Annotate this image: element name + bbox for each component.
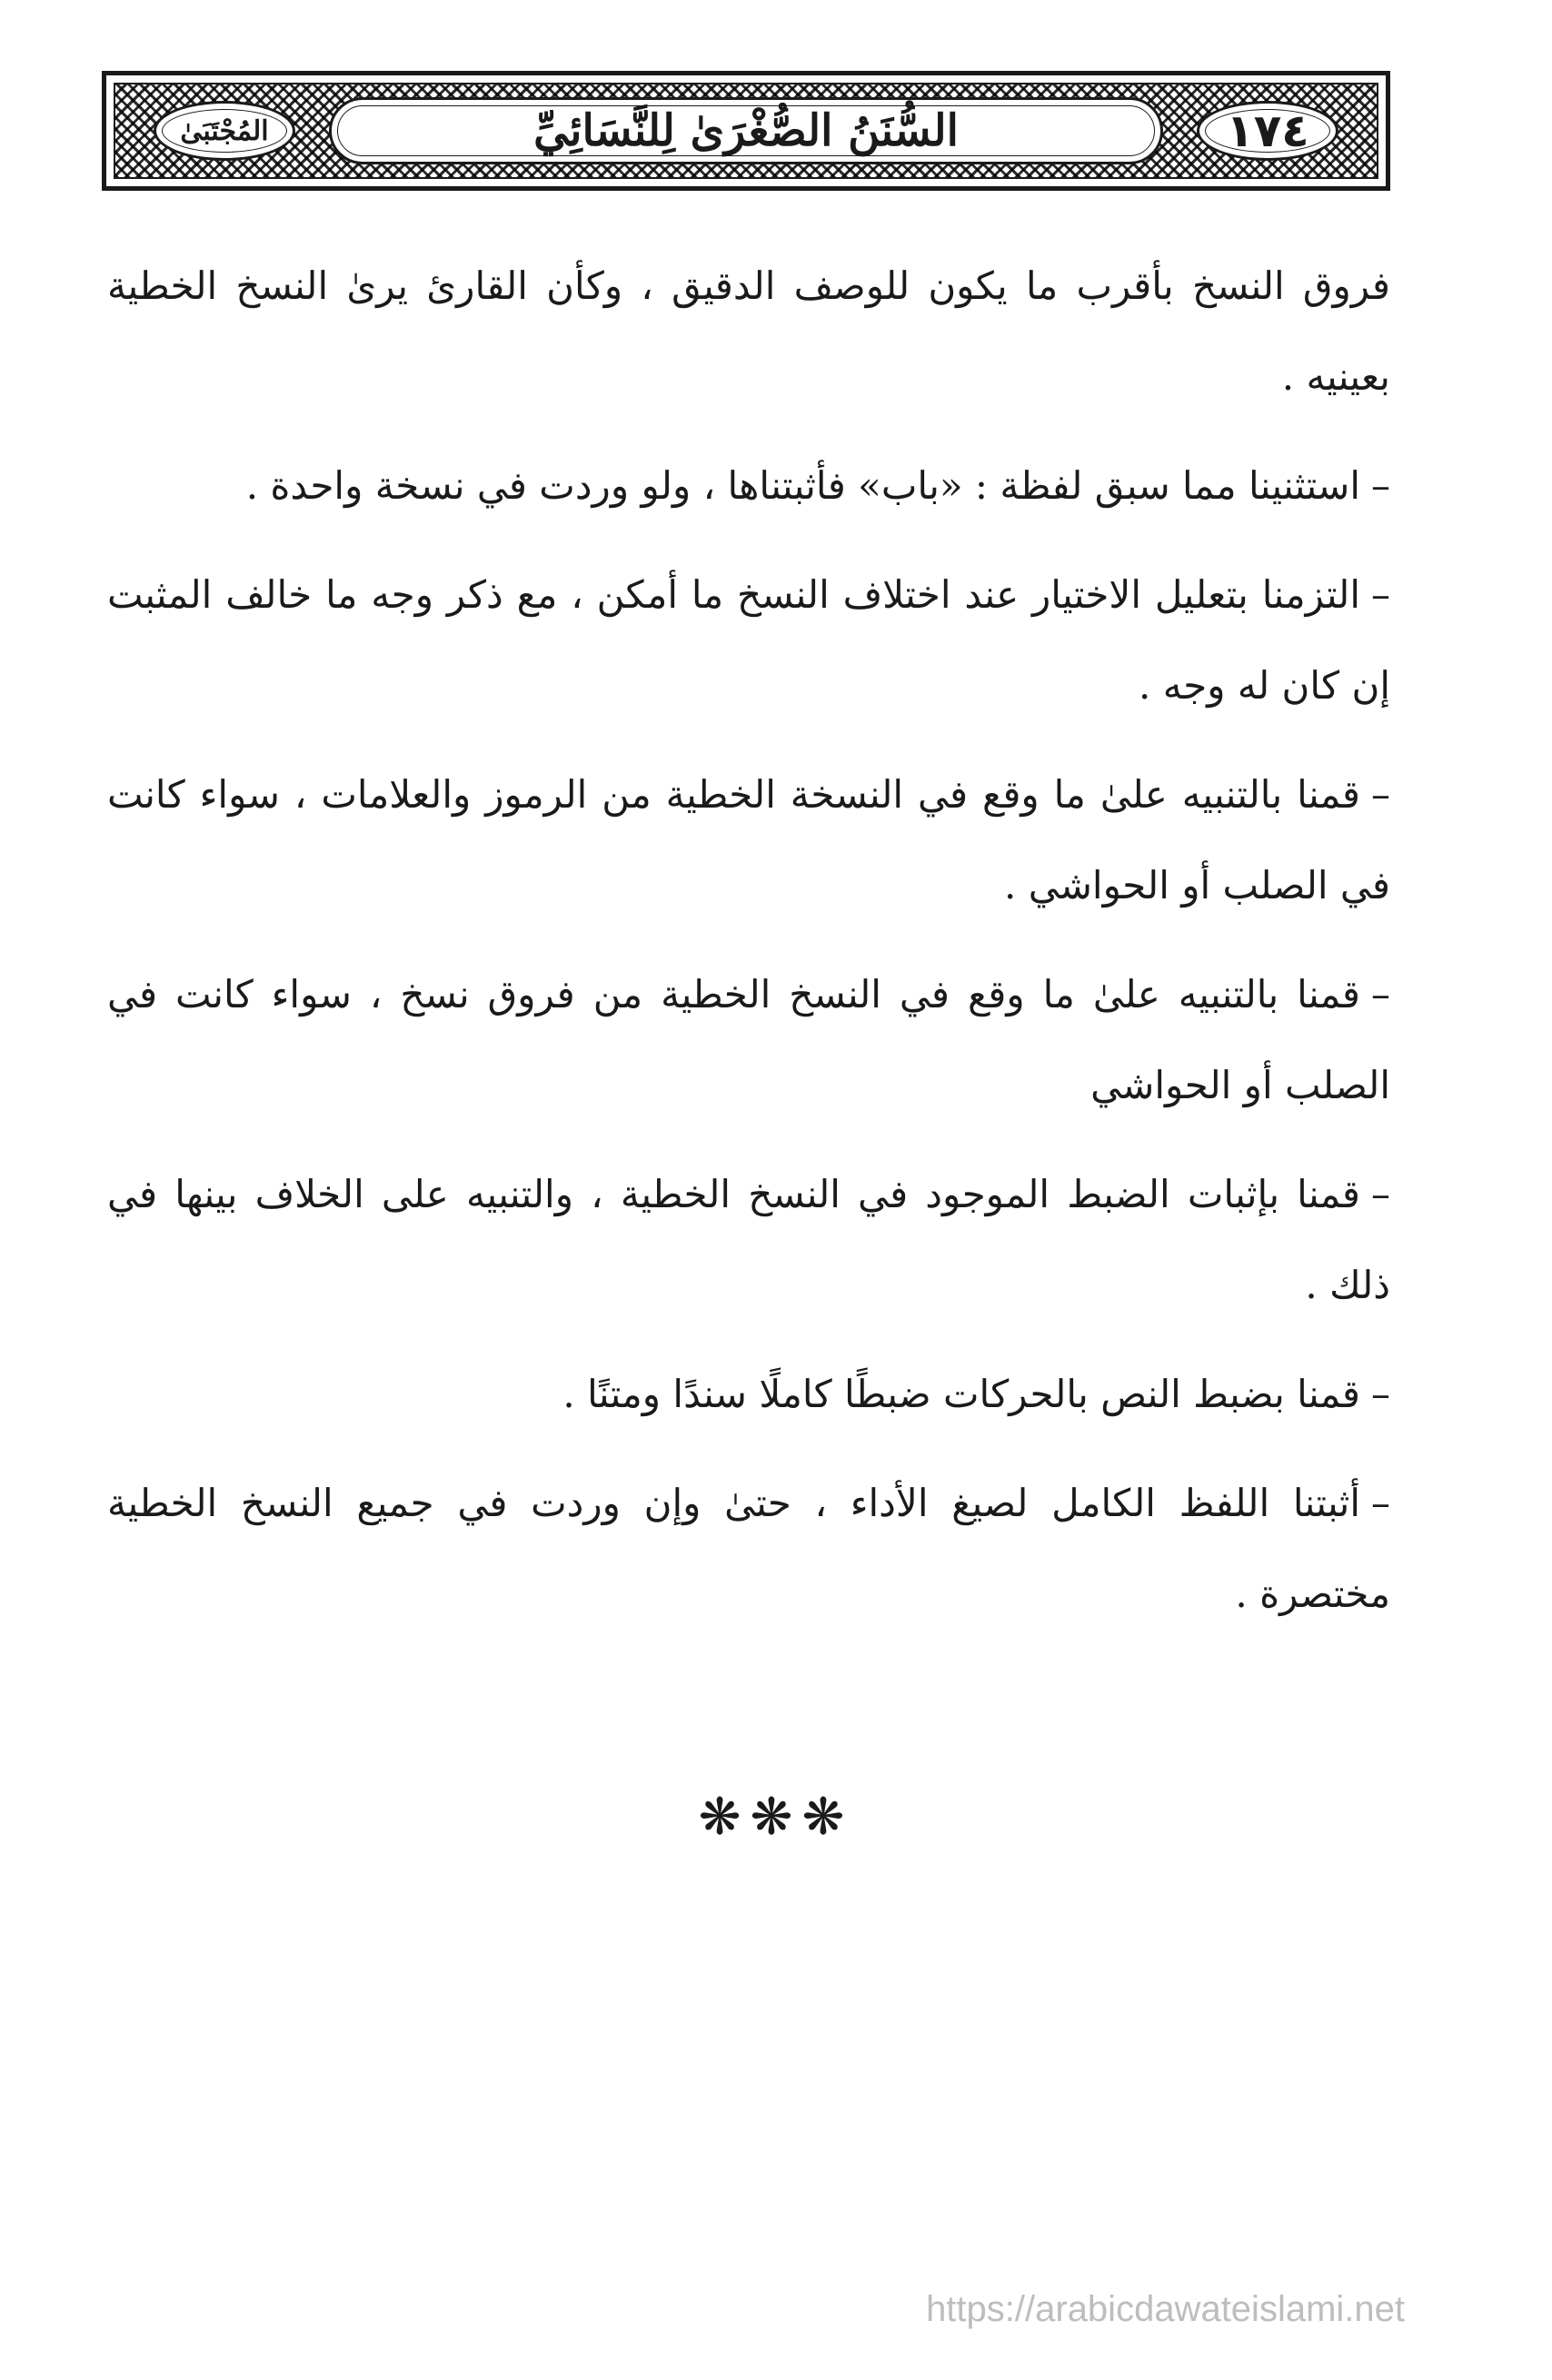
dash-marker: – [1371, 772, 1390, 817]
list-item [107, 749, 1390, 931]
list-item [107, 550, 1390, 731]
page-number-medallion [1197, 101, 1338, 161]
list-item-text: قمنا بالتنبيه علىٰ ما وقع في النسخ الخطية من فروق نسخ ، سواء كانت في الصلب أو الحواشي [107, 972, 1390, 1107]
list-item-text: قمنا بالتنبيه علىٰ ما وقع في النسخة الخطية من الرموز والعلامات ، سواء كانت في الصلب أو الحواشي . [107, 772, 1390, 907]
book-title: السُّنَنُ الصُّغْرَىٰ لِلنَّسَائِيِّ [533, 105, 959, 156]
dash-marker: – [1371, 1372, 1390, 1416]
page-body [107, 241, 1390, 1658]
dash-marker: – [1371, 1481, 1390, 1525]
series-medallion [154, 101, 295, 161]
dash-marker: – [1371, 572, 1390, 617]
page-header [102, 71, 1390, 191]
dash-marker: – [1371, 1172, 1390, 1216]
list-item [107, 949, 1390, 1131]
page-number: ١٧٤ [1226, 104, 1309, 157]
series-name: المُجْتَبَىٰ [180, 114, 269, 147]
watermark-url: https://arabicdawateislami.net [926, 2289, 1405, 2329]
intro-paragraph: فروق النسخ بأقرب ما يكون للوصف الدقيق ، وكأن القارئ يرىٰ النسخ الخطية بعينيه . [107, 263, 1390, 399]
section-separator: ❋❋❋ [698, 1788, 854, 1847]
list-item-text: أثبتنا اللفظ الكامل لصيغ الأداء ، حتىٰ وإن وردت في جميع النسخ الخطية مختصرة . [107, 1481, 1390, 1616]
list-item-text: استثنينا مما سبق لفظة : «باب» فأثبتناها ، ولو وردت في نسخة واحدة . [245, 463, 1360, 508]
dash-marker: – [1371, 463, 1390, 508]
list-item [107, 1458, 1390, 1640]
title-cartouche [329, 97, 1163, 164]
list-item [107, 1149, 1390, 1331]
list-item-text: التزمنا بتعليل الاختيار عند اختلاف النسخ ما أمكن ، مع ذكر وجه ما خالف المثبت إن كان له وجه . [107, 572, 1390, 708]
header-ornament [114, 83, 1378, 179]
list-item-text: قمنا بضبط النص بالحركات ضبطًا كاملًا سندًا ومتنًا . [562, 1372, 1360, 1416]
list-item [107, 441, 1390, 531]
list-item [107, 1349, 1390, 1440]
list-item-text: قمنا بإثبات الضبط الموجود في النسخ الخطية ، والتنبيه على الخلاف بينها في ذلك . [107, 1172, 1390, 1307]
dash-marker: – [1371, 972, 1390, 1016]
